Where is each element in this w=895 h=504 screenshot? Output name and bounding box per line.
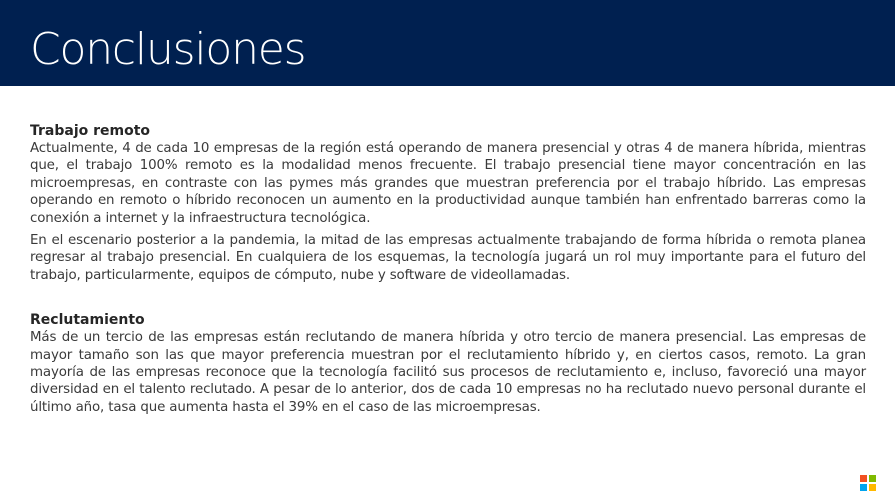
- section-trabajo-remoto: [30, 122, 866, 284]
- paragraph: En el escenario posterior a la pandemia, la mitad de las empresas actualmente trabajando de forma híbrida o remota planea regresar al trabajo presencial. En cualquiera de los esquemas, la tecnología jugará un rol muy importante para el futuro del trabajo, particularmente, equipos de cómputo, nube y software de videollamadas.: [30, 233, 866, 283]
- page-title: Conclusiones: [30, 24, 306, 75]
- logo-square-green: [869, 475, 876, 482]
- section-heading: Trabajo remoto: [30, 123, 151, 139]
- section-reclutamiento: [30, 311, 866, 416]
- logo-square-red: [860, 475, 867, 482]
- slide-content: [30, 122, 866, 421]
- paragraph: Actualmente, 4 de cada 10 empresas de la región está operando de manera presencial y otras 4 de manera híbrida, mientras que, el trabajo 100% remoto es la modalidad menos frecuente. El trabajo presencial tiene mayor concentración en las microempresas, en contraste con las pymes más grandes que muestran preferencia por el trabajo híbrido. Las empresas operando en remoto o híbrido reconocen un aumento en la productividad aunque también han enfrentado barreras como la conexión a internet y la infraestructura tecnológica.: [30, 141, 866, 226]
- paragraph: Más de un tercio de las empresas están reclutando de manera híbrida y otro tercio de manera presencial. Las empresas de mayor tamaño son las que mayor preferencia muestran por el reclutamiento híbrido y, en ciertos casos, remoto. La gran mayoría de las empresas reconoce que la tecnología facilitó sus procesos de reclutamiento e, incluso, favoreció una mayor diversidad en el talento reclutado. A pesar de lo anterior, dos de cada 10 empresas no ha reclutado nuevo personal durante el último año, tasa que aumenta hasta el 39% en el caso de las microempresas.: [30, 330, 866, 415]
- microsoft-logo-icon: [860, 475, 876, 491]
- logo-square-yellow: [869, 484, 876, 491]
- section-heading: Reclutamiento: [30, 312, 145, 329]
- section-spacer: [30, 289, 866, 311]
- title-banner: [0, 0, 895, 86]
- logo-square-blue: [860, 484, 867, 491]
